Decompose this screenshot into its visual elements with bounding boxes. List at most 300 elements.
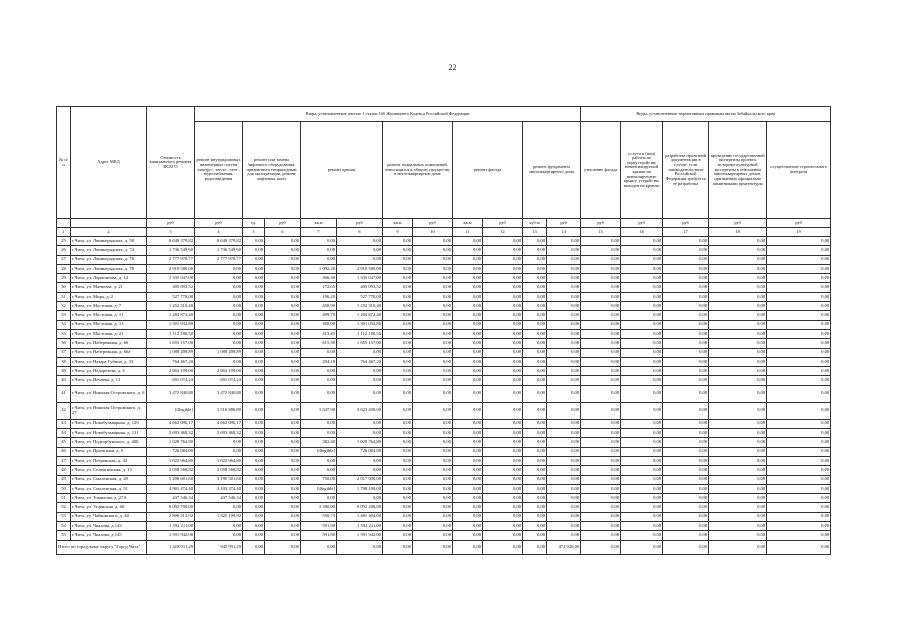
value-cell: 0,00 [663,494,709,503]
value-cell: 0,00 [663,438,709,447]
total-value-cell: 0,00 [483,540,523,554]
value-cell: 0,00 [195,503,243,512]
value-cell: 0,00 [767,522,831,531]
value-cell: 0,00 [767,402,831,419]
unit-cell: руб [147,219,195,228]
value-cell: 550,73 [301,512,337,521]
col-total-header: Стоимость капитального ремонта ВСЕГО [147,107,195,219]
value-cell: 591,90 [301,522,337,531]
table-row [57,283,831,292]
value-cell: 0,00 [709,302,767,311]
value-cell: 0,00 [413,376,453,385]
address-cell: г.Чита, ул. Ленинградская, д. 74 [71,246,147,255]
value-cell: 0,00 [243,438,265,447]
value-cell: 0,00 [453,339,483,348]
address-cell: г.Чита, ул. Нечаева, д. 12 [71,376,147,385]
col-expertise-header: проведение государственной экспертизы проекта, историко-культурной экспертизы в отношении многоквартирных домов, признанных официально памятниками архитектуры [709,122,767,219]
value-cell: 0,00 [767,320,831,329]
value-cell: 0,00 [265,494,301,503]
value-cell: 1 592 211,00 [147,522,195,531]
value-cell: 0,00 [243,283,265,292]
value-cell: 0,00 [547,357,581,366]
value-cell: 0,00 [523,402,547,419]
value-cell: 0,00 [243,274,265,283]
value-cell: 172,65 [301,283,337,292]
value-cell: 0,00 [523,512,547,521]
value-cell: 0,00 [413,348,453,357]
table-row [57,367,831,376]
value-cell: 0,00 [547,419,581,428]
value-cell: 0,00 [453,466,483,475]
value-cell: 1 347,90 [301,402,337,419]
value-cell: 0,00 [547,292,581,301]
row-number-cell: 38 [57,357,71,366]
value-cell: 0,00 [709,494,767,503]
value-cell: 0,00 [663,522,709,531]
value-cell: 0,00 [413,475,453,484]
value-cell: 0,00 [337,494,383,503]
row-number-cell: 40 [57,376,71,385]
total-value-cell: 0,00 [383,540,413,554]
value-cell: 0,00 [195,329,243,338]
row-number-cell: 37 [57,348,71,357]
value-cell: 0,00 [243,466,265,475]
total-value-cell: 0,00 [663,540,709,554]
value-cell: 0,00 [621,494,663,503]
row-number-cell: 53 [57,512,71,521]
value-cell: 0,00 [337,466,383,475]
value-cell: 2 910 580,00 [337,264,383,273]
value-cell: 0,00 [483,531,523,540]
value-cell: 0,00 [621,329,663,338]
value-cell: 0,00 [547,447,581,456]
address-cell: г.Чита, ул. Чкалова, д.143 [71,522,147,531]
value-cell: 0,00 [523,456,547,465]
value-cell: 405 093,52 [337,283,383,292]
value-cell: 5 693 368,32 [195,429,243,438]
value-cell: 0,00 [523,419,547,428]
value-cell: 0,00 [767,292,831,301]
unit-cell: руб [483,219,523,228]
column-number-cell: 17 [663,228,709,237]
value-cell: 0,00 [621,438,663,447]
value-cell: 0,00 [621,429,663,438]
column-number-cell: 9 [383,228,413,237]
value-cell: 1 335 047,00 [337,274,383,283]
table-row [57,264,831,273]
value-cell: 0,00 [663,512,709,521]
value-cell: 0,00 [243,367,265,376]
value-cell: 0,00 [663,466,709,475]
value-cell: 0,00 [581,376,621,385]
table-row [57,402,831,419]
row-number-cell: 30 [57,283,71,292]
value-cell: 0,00 [483,475,523,484]
total-value-cell: 0,00 [453,540,483,554]
unit-cell: руб [413,219,453,228]
value-cell: 0,00 [301,385,337,402]
value-cell: 0,00 [195,438,243,447]
value-cell: 0,00 [383,348,413,357]
value-cell: 0,00 [483,522,523,531]
row-number-cell: 52 [57,503,71,512]
value-cell: 0,00 [709,376,767,385]
value-cell: 0,00 [195,283,243,292]
value-cell: 0,00 [337,456,383,465]
total-value-cell: 945 991,29 [195,540,243,554]
value-cell: 3 058 568,82 [147,466,195,475]
value-cell: 0,00 [767,419,831,428]
value-cell: 0,00 [383,320,413,329]
address-cell: г.Чита, ул. Томилова, д. 27А [71,494,147,503]
value-cell: 0,00 [663,357,709,366]
value-cell: 691 074,24 [195,376,243,385]
value-cell: 0,00 [243,402,265,419]
value-cell: 0,00 [523,246,547,255]
value-cell: 0,00 [523,494,547,503]
value-cell: 1 591 942,00 [337,531,383,540]
value-cell: 0,00 [621,339,663,348]
total-value-cell: 0,00 [337,540,383,554]
value-cell: 0,00 [709,274,767,283]
value-cell: 0,00 [243,503,265,512]
value-cell: 0,00 [265,512,301,521]
value-cell: 0,00 [195,339,243,348]
value-cell: 0,00 [383,237,413,246]
value-cell: 0,00 [767,475,831,484]
value-cell: 0,00 [301,367,337,376]
value-cell: 413,45 [301,329,337,338]
value-cell: 0,00 [337,429,383,438]
value-cell: 0,00 [663,274,709,283]
value-cell: 0,00 [663,419,709,428]
value-cell: 0,00 [709,246,767,255]
value-cell: 0,00 [547,402,581,419]
row-number-cell: 45 [57,438,71,447]
value-cell: 0,00 [195,292,243,301]
column-number-cell: 5 [243,228,265,237]
value-cell: 0,00 [581,447,621,456]
value-cell: 0,00 [265,503,301,512]
value-cell: 0,00 [243,494,265,503]
value-cell: 0,00 [483,302,523,311]
value-cell: 0,00 [383,531,413,540]
value-cell: 0,00 [265,376,301,385]
value-cell: 0,00 [709,503,767,512]
value-cell: 0,00 [383,438,413,447]
value-cell: 0,00 [413,447,453,456]
value-cell: 0,00 [265,283,301,292]
value-cell: 0,00 [453,302,483,311]
value-cell: 0,00 [301,466,337,475]
value-cell: 0,00 [581,348,621,357]
row-number-cell: 25 [57,237,71,246]
value-cell: 0,00 [581,292,621,301]
value-cell: 3 103 374,40 [195,484,243,493]
value-cell: 0,00 [581,385,621,402]
value-cell: 0,00 [265,447,301,456]
value-cell: 0,00 [265,522,301,531]
value-cell: 0,00 [243,329,265,338]
value-cell: 0,00 [413,402,453,419]
value-cell: 0,00 [243,292,265,301]
table-row [57,348,831,357]
value-cell: 527 778,00 [147,292,195,301]
value-cell: 0,00 [483,329,523,338]
value-cell: 0,00 [383,311,413,320]
value-cell: 0,00 [453,283,483,292]
value-cell: 0,00 [621,531,663,540]
value-cell: 1 088 209,89 [195,348,243,357]
value-cell: 1 028 764,80 [147,438,195,447]
address-cell: г.Чита, ул. Новобульварная, д. 131 [71,429,147,438]
value-cell: 0,00 [523,466,547,475]
value-cell: 0,00 [413,456,453,465]
value-cell: 0,00 [663,429,709,438]
value-cell: 0,00 [383,385,413,402]
value-cell: 0,00 [621,246,663,255]
row-number-cell: 36 [57,339,71,348]
total-value-cell: 472 020,00 [547,540,581,554]
address-cell: г.Чита, ул. Матвеева, д. 21 [71,283,147,292]
value-cell: 5 208 601,60 [147,475,195,484]
value-cell: 0,00 [413,320,453,329]
value-cell: 0,00 [663,503,709,512]
col-elevator-header: ремонт или замена лифтового оборудования, признанного непригодным для эксплуатации, ремонт лифтовых шахт [243,122,301,219]
value-cell: 0,00 [663,447,709,456]
column-number-cell: 1 [57,228,71,237]
total-value-cell: 0,00 [767,540,831,554]
value-cell: 0,00 [383,447,413,456]
value-cell: 0,00 [767,494,831,503]
address-cell: г.Чита, ул. Новобульварная, д. 129 [71,419,147,428]
value-cell: 0,00 [663,237,709,246]
value-cell: 1 481 404,00 [337,512,383,521]
value-cell: 1 284 872,40 [147,311,195,320]
address-cell: г.Чита, ул. Чкалова, д.145 [71,531,147,540]
value-cell: 0,00 [413,438,453,447]
value-cell: 0,00 [621,456,663,465]
value-cell: 0,00 [383,329,413,338]
value-cell: 405 093,52 [147,283,195,292]
value-cell: 0,00 [243,522,265,531]
value-cell: 0,00 [413,302,453,311]
value-cell: 0,00 [383,522,413,531]
value-cell: 0,00 [383,503,413,512]
value-cell: 0,00 [265,402,301,419]
value-cell: 0,00 [195,311,243,320]
page-number: 22 [448,63,457,72]
row-number-cell: 39 [57,367,71,376]
total-value-cell: 0,00 [413,540,453,554]
value-cell: 0,00 [337,376,383,385]
value-cell: 0,00 [243,246,265,255]
row-number-cell: 29 [57,274,71,283]
total-row [57,540,831,554]
value-cell: 0,00 [709,429,767,438]
value-cell: 0,00 [265,320,301,329]
value-cell: 0,00 [383,475,413,484]
total-value-cell: 1 418 011,29 [147,540,195,554]
table-row [57,419,831,428]
col-foundation-header: ремонт фундамента многоквартирного дома [523,122,581,219]
value-cell: 0,00 [581,419,621,428]
value-cell: 0,00 [709,438,767,447]
value-cell: 0,00 [767,466,831,475]
col-systems-header: ремонт внутридомовых инженерных систем электро-, тепло-, газо-, водоснабжения, водоотведения [195,122,243,219]
value-cell: 0,00 [523,429,547,438]
value-cell: 0,00 [767,429,831,438]
value-cell: 0,00 [523,264,547,273]
value-cell: 0,00 [195,522,243,531]
value-cell: 1 335 047,00 [147,274,195,283]
value-cell: 8 649 379,82 [147,237,195,246]
value-cell: 0,00 [453,311,483,320]
value-cell: 2 663 109,00 [195,367,243,376]
value-cell: 0,00 [453,475,483,484]
col-address-header: Адрес МКД [71,107,147,219]
value-cell: 0,00 [767,447,831,456]
value-cell: 0,00 [265,339,301,348]
value-cell: 0,00 [523,376,547,385]
value-cell: 0,00 [243,484,265,493]
value-cell: 0,00 [621,302,663,311]
value-cell: 0,00 [547,385,581,402]
value-cell: 0,00 [581,466,621,475]
value-cell: 294,18 [301,357,337,366]
value-cell: 0,00 [709,348,767,357]
value-cell: 0,00 [621,237,663,246]
value-cell: 0,00 [709,385,767,402]
value-cell: 1 092,20 [301,264,337,273]
value-cell: 0,00 [301,456,337,465]
value-cell: 764 467,20 [337,357,383,366]
value-cell: 0,00 [767,255,831,264]
value-cell: 0,00 [621,292,663,301]
value-cell: 0,00 [265,429,301,438]
value-cell: 0,00 [483,264,523,273]
group-regional-header: Виды, установленные нормативным правовым актом Забайкальского края [581,107,831,122]
row-number-cell: 41 [57,385,71,402]
value-cell: 437 546,34 [195,494,243,503]
value-cell: 0,00 [195,274,243,283]
table-row [57,466,831,475]
value-cell: 0,00 [301,348,337,357]
value-cell: 0,00 [483,367,523,376]
value-cell: 0,00 [383,512,413,521]
value-cell: 0,00 [265,255,301,264]
capital-repair-table [56,106,831,555]
column-number-cell: 13 [523,228,547,237]
value-cell: 0,00 [453,494,483,503]
column-number-cell: 3 [147,228,195,237]
value-cell: 0,00 [383,264,413,273]
value-cell: 0,00 [663,531,709,540]
value-cell: 0,00 [621,419,663,428]
unit-cell: кв.м [453,219,483,228]
table-row [57,329,831,338]
value-cell: 0,00 [383,456,413,465]
value-cell: 2 777 978,77 [195,255,243,264]
value-cell: 0,00 [767,357,831,366]
value-cell: 4 901 474,40 [147,484,195,493]
value-cell: 0,00 [301,429,337,438]
value-cell: 0,00 [767,329,831,338]
value-cell: 1 284 872,40 [337,311,383,320]
value-cell: 9 092 700,00 [147,503,195,512]
address-cell: г.Чита, ул. Мира, д. 2 [71,292,147,301]
address-cell: г.Чита, ул. Подгорбунского, д. 40Б [71,438,147,447]
table-row [57,438,831,447]
value-cell: 0,00 [453,348,483,357]
value-cell: 0,00 [547,246,581,255]
value-cell: 0,00 [243,531,265,540]
unit-cell: руб [265,219,301,228]
value-cell: 0,00 [301,494,337,503]
value-cell: 0,00 [243,302,265,311]
value-cell: 1 798 100,00 [337,484,383,493]
value-cell: 0,00 [265,385,301,402]
total-value-cell: 0,00 [621,540,663,554]
value-cell: 0,00 [337,255,383,264]
row-number-cell: 32 [57,302,71,311]
value-cell: 0,00 [547,376,581,385]
value-cell: 0,00 [453,376,483,385]
row-number-cell: 26 [57,246,71,255]
address-cell: г.Чита, ул. Мостовая, д. 21 [71,329,147,338]
value-cell: 0,00 [581,402,621,419]
column-number-cell: 14 [547,228,581,237]
value-cell: 0,00 [523,311,547,320]
value-cell: 0,00 [413,357,453,366]
table-row [57,311,831,320]
value-cell: 0,00 [383,339,413,348]
address-cell: г.Чита, ул. Селенгинская, д. 13 [71,466,147,475]
value-cell: 0,00 [243,419,265,428]
value-cell: 0,00 [547,329,581,338]
value-cell: 0,00 [663,292,709,301]
value-cell: 0,00 [265,466,301,475]
address-cell: г.Чита, ул. Ленинградская, д. 58 [71,237,147,246]
value-cell: 1 736 549,60 [147,246,195,255]
table-row [57,376,831,385]
value-cell: 0,00 [547,302,581,311]
value-cell: 0,00 [453,292,483,301]
value-cell: 0,00 [243,357,265,366]
value-cell: 0,00 [523,522,547,531]
value-cell: 0,00 [767,302,831,311]
value-cell: 0,00 [523,367,547,376]
value-cell: 196,20 [301,292,337,301]
value-cell: 0,00 [453,447,483,456]
value-cell: 0,00 [383,302,413,311]
value-cell: 0,00 [483,320,523,329]
value-cell: 1 301 032,80 [147,320,195,329]
value-cell: 0,00 [243,512,265,521]
value-cell: 1 592 211,00 [337,522,383,531]
value-cell: 0,00 [547,522,581,531]
value-cell: 0,00 [413,531,453,540]
value-cell: 0,00 [195,531,243,540]
value-cell: 2 777 978,77 [147,255,195,264]
value-cell: 0,00 [413,419,453,428]
value-cell: 1 028 764,80 [337,438,383,447]
value-cell: 1 655 157,00 [337,339,383,348]
value-cell: 0,00 [265,484,301,493]
col-basement-header: ремонт подвальных помещений, относящихся к общему имуществу в многоквартирном доме [383,122,453,219]
value-cell: 1 022 964,80 [147,456,195,465]
address-cell: г.Чита, ул. Проектная, д. 9 [71,447,147,456]
